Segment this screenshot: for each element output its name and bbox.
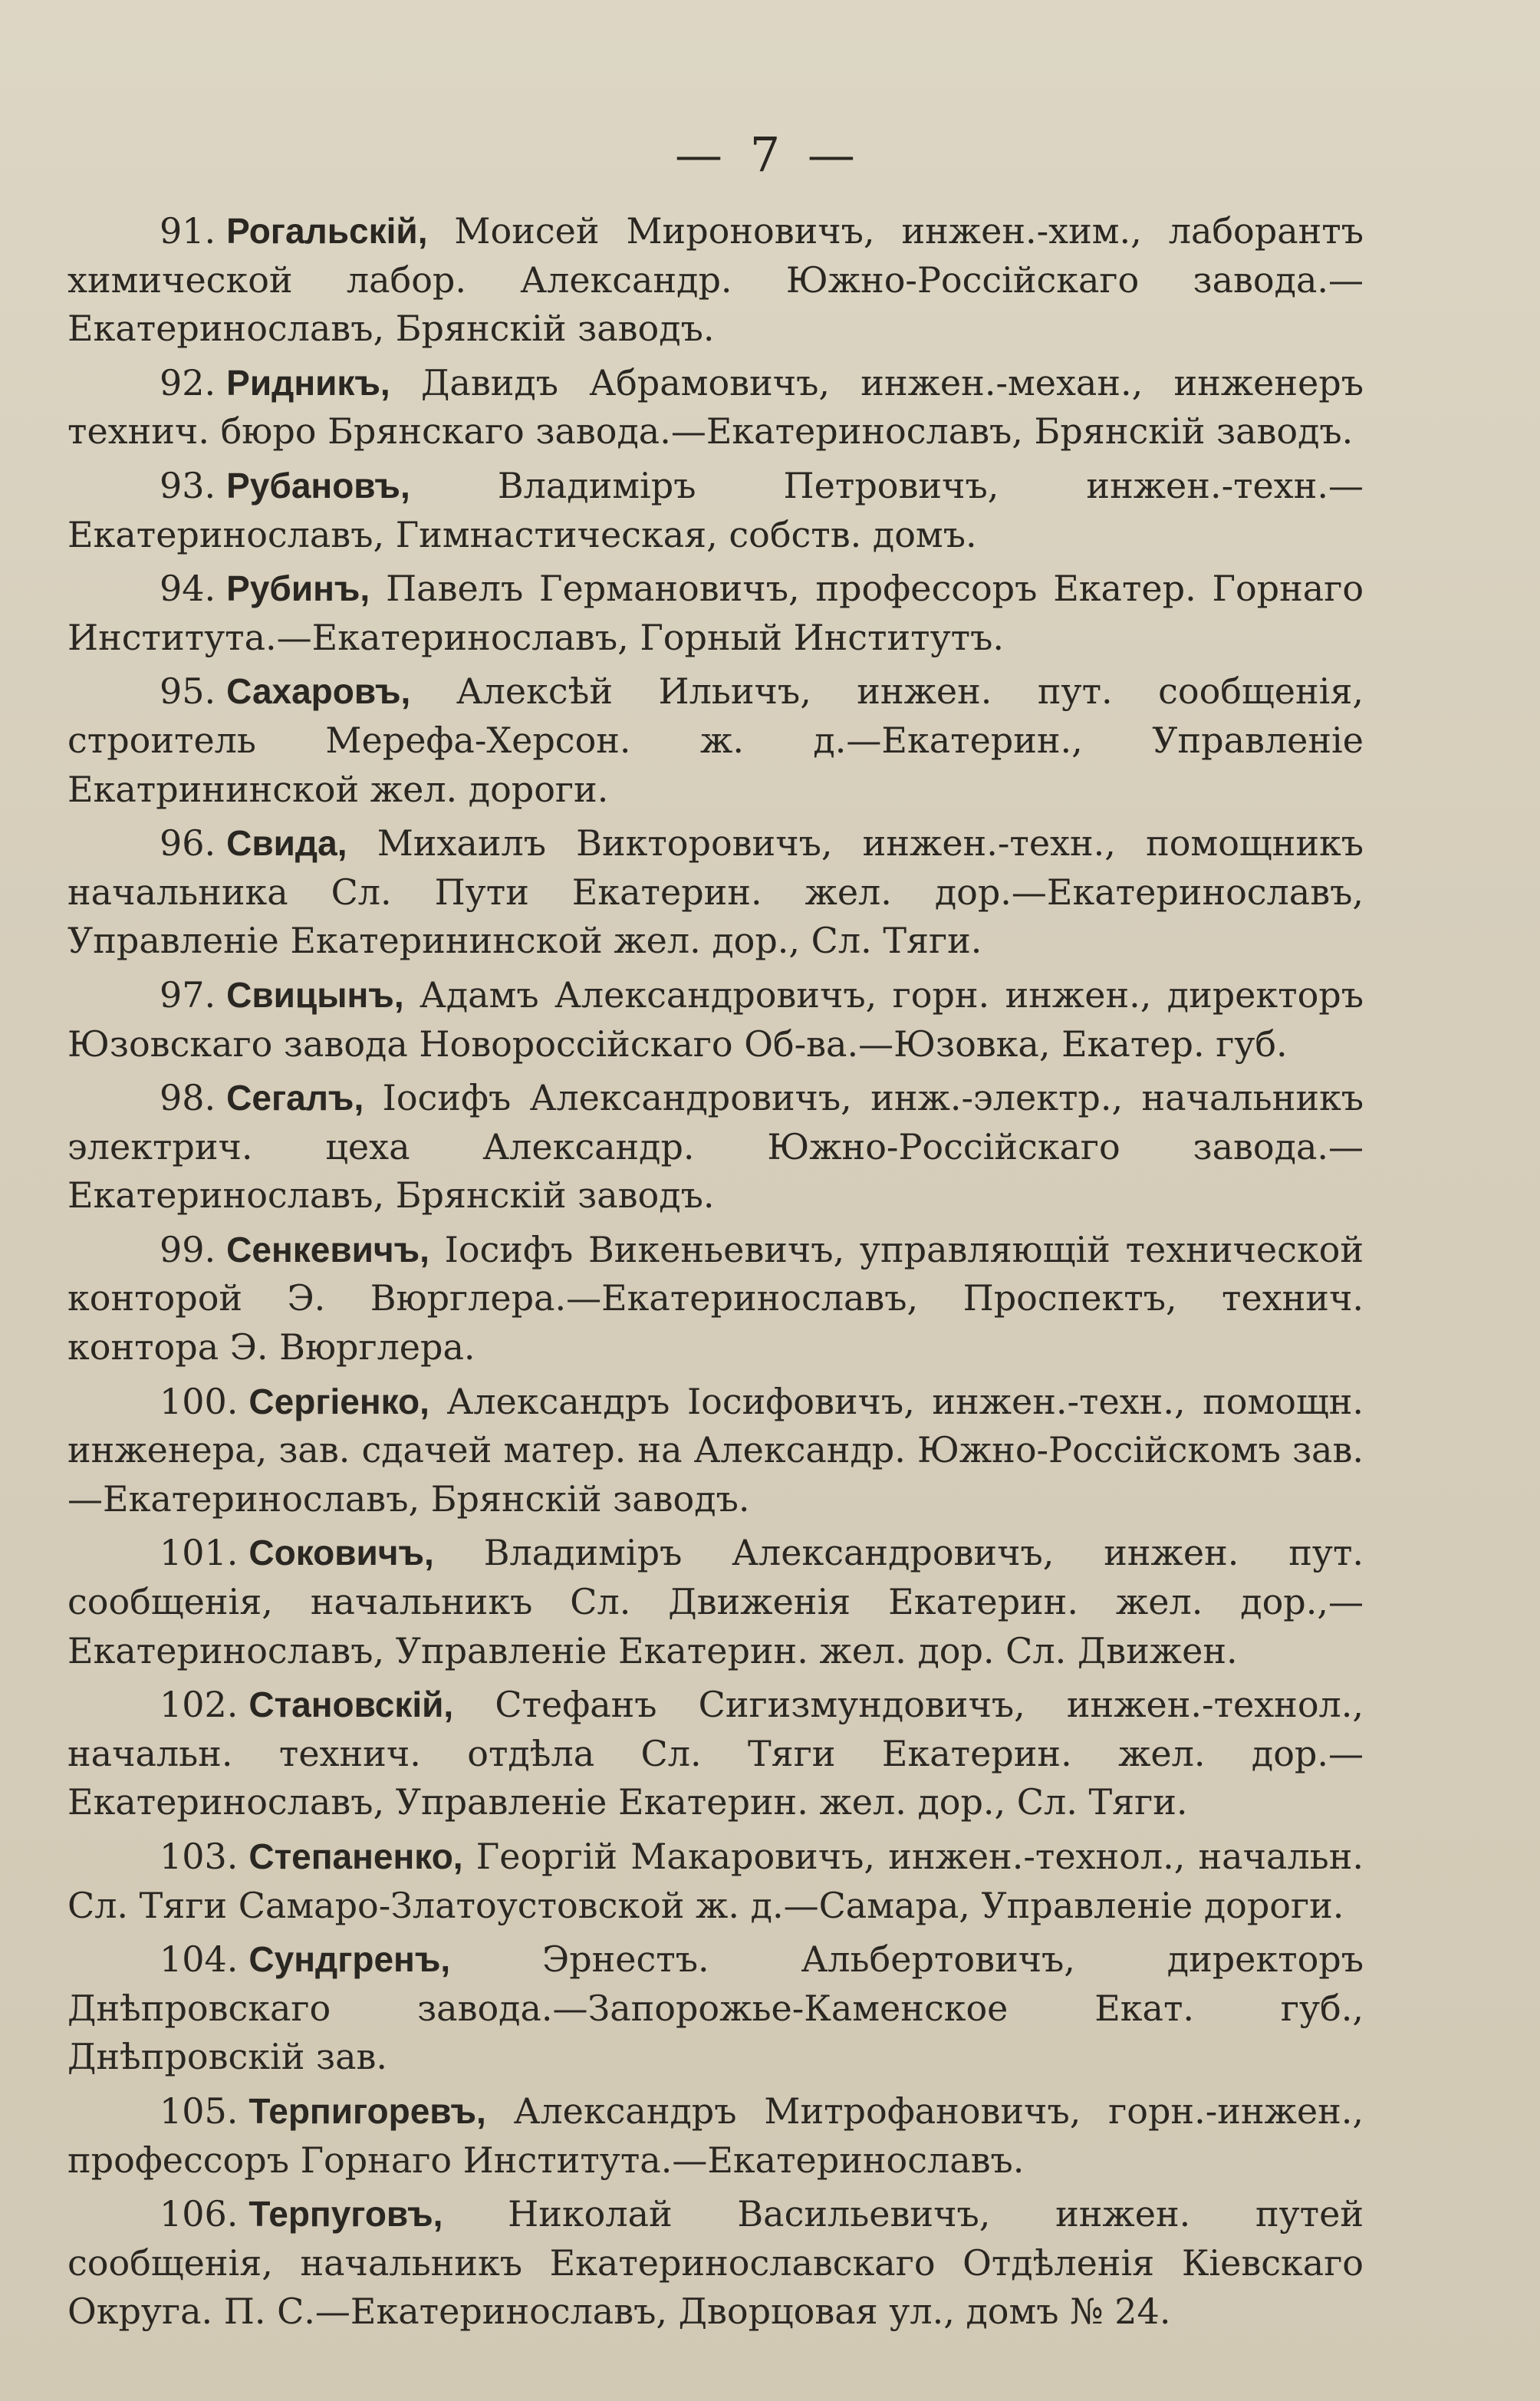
entry-number: 101. (160, 1532, 239, 1574)
entry-details: Александръ Митрофановичъ, горн.-инжен., профессоръ Горнаго Института.—Екатеринославъ. (67, 2090, 1364, 2181)
entry-details: Алексѣй Ильичъ, инжен. пут. сообщенія, строитель Мерефа-Херсон. ж. д.—Екатерин., Управленіе Екатрининской жел. дороги. (67, 670, 1364, 810)
list-item (67, 1378, 1364, 1524)
list-item (67, 565, 1364, 662)
entry-details: Давидъ Абрамовичъ, инжен.-механ., инженеръ технич. бюро Брянскаго завода.—Екатеринославъ, Брянскій заводъ. (67, 361, 1364, 453)
list-item (67, 462, 1364, 559)
entry-details: Моисей Мироновичъ, инжен.-хим., лаборантъ химической лабор. Александр. Южно-Россійскаго завода.—Екатеринославъ, Брянскій заводъ. (67, 210, 1364, 350)
list-item (67, 1935, 1364, 2082)
entry-number: 97. (160, 973, 216, 1016)
list-item (67, 1226, 1364, 1372)
entry-details: Владиміръ Петровичъ, инжен.-техн.—Екатеринославъ, Гимнастическая, собств. домъ. (67, 464, 1364, 555)
entry-surname: Терпигоревъ, (248, 2090, 486, 2131)
entry-number: 93. (160, 464, 216, 506)
list-item (67, 667, 1364, 814)
entry-number: 100. (160, 1380, 239, 1422)
entry-surname: Свицынъ, (226, 974, 404, 1015)
entry-details: Іосифъ Александровичъ, инж.-электр., начальникъ электрич. цеха Александр. Южно-Россійскаго завода.—Екатеринославъ, Брянскій заводъ. (67, 1077, 1364, 1217)
list-item (67, 2190, 1364, 2337)
list-item (67, 207, 1364, 354)
entry-details: Александръ Іосифовичъ, инжен.-техн., помощн. инженера, зав. сдачей матер. на Александр. Южно-Россійскомъ зав.—Екатеринославъ, Брянскій заводъ. (67, 1380, 1364, 1520)
entry-number: 91. (160, 210, 216, 252)
entry-surname: Сенкевичъ, (226, 1229, 429, 1270)
entry-number: 106. (160, 2193, 239, 2235)
entry-number: 98. (160, 1077, 216, 1119)
entry-surname: Рубановъ, (226, 465, 410, 506)
entry-number: 103. (160, 1836, 239, 1877)
entry-surname: Рубинъ, (226, 568, 370, 609)
entry-list (67, 207, 1364, 2342)
entry-number: 96. (160, 822, 216, 865)
entry-details: Михаилъ Викторовичъ, инжен.-техн., помощникъ начальника Сл. Пути Екатерин. жел. дор.—Екатеринославъ, Управленіе Екатерининской жел. дор., Сл. Тяги. (67, 822, 1364, 962)
entry-number: 92. (160, 361, 216, 403)
entry-details: Павелъ Германовичъ, профессоръ Екатер. Горнаго Института.—Екатеринославъ, Горный Институтъ. (67, 568, 1364, 658)
list-item (67, 819, 1364, 966)
entry-number: 99. (160, 1228, 216, 1270)
entry-details: Георгій Макаровичъ, инжен.-технол., начальн. Сл. Тяги Самаро-Златоустовской ж. д.—Самара, Управленіе дороги. (67, 1836, 1364, 1926)
entry-surname: Свида, (226, 823, 347, 864)
list-item (67, 2087, 1364, 2185)
entry-details: Іосифъ Викеньевичъ, управляющій технической конторой Э. Вюрглера.—Екатеринославъ, Проспектъ, технич. контора Э. Вюрглера. (67, 1228, 1364, 1368)
entry-details: Эрнестъ. Альбертовичъ, директоръ Днѣпровскаго завода.—Запорожье-Каменское Екат. губ., Днѣпровскій зав. (67, 1938, 1364, 2078)
entry-details: Владиміръ Александровичъ, инжен. пут. сообщенія, начальникъ Сл. Движенія Екатерин. жел. дор.,—Екатеринославъ, Управленіе Екатерин. жел. дор. Сл. Движен. (67, 1532, 1364, 1671)
entry-surname: Сахаровъ, (226, 671, 411, 712)
list-item (67, 359, 1364, 456)
entry-surname: Сегалъ, (226, 1078, 364, 1118)
list-item (67, 1529, 1364, 1675)
entry-number: 94. (160, 568, 216, 610)
page-number: — 7 — (675, 127, 861, 183)
list-item (67, 971, 1364, 1069)
entry-surname: Степаненко, (248, 1836, 463, 1876)
entry-number: 105. (160, 2090, 239, 2132)
entry-surname: Рогальскій, (226, 211, 428, 251)
entry-surname: Становскій, (248, 1685, 454, 1725)
entry-details: Николай Васильевичъ, инжен. путей сообщенія, начальникъ Екатеринославскаго Отдѣленія Кіевскаго Округа. П. С.—Екатеринославъ, Дворцовая ул., домъ № 24. (67, 2193, 1364, 2333)
entry-number: 104. (160, 1938, 239, 1981)
list-item (67, 1833, 1364, 1930)
list-item (67, 1681, 1364, 1827)
entry-surname: Ридникъ, (226, 362, 390, 403)
entry-details: Адамъ Александровичъ, горн. инжен., директоръ Юзовскаго завода Новороссійскаго Об-ва.—Юзовка, Екатер. губ. (67, 973, 1364, 1065)
entry-surname: Сергіенко, (248, 1381, 429, 1421)
list-item (67, 1074, 1364, 1220)
entry-surname: Соковичъ, (248, 1533, 434, 1573)
entry-number: 95. (160, 670, 216, 713)
entry-details: Стефанъ Сигизмундовичъ, инжен.-технол., начальн. технич. отдѣла Сл. Тяги Екатерин. жел. дор.—Екатеринославъ, Управленіе Екатерин. жел. дор., Сл. Тяги. (67, 1684, 1364, 1823)
entry-surname: Терпуговъ, (248, 2194, 443, 2235)
entry-surname: Сундгренъ, (248, 1939, 451, 1980)
entry-number: 102. (160, 1684, 239, 1726)
